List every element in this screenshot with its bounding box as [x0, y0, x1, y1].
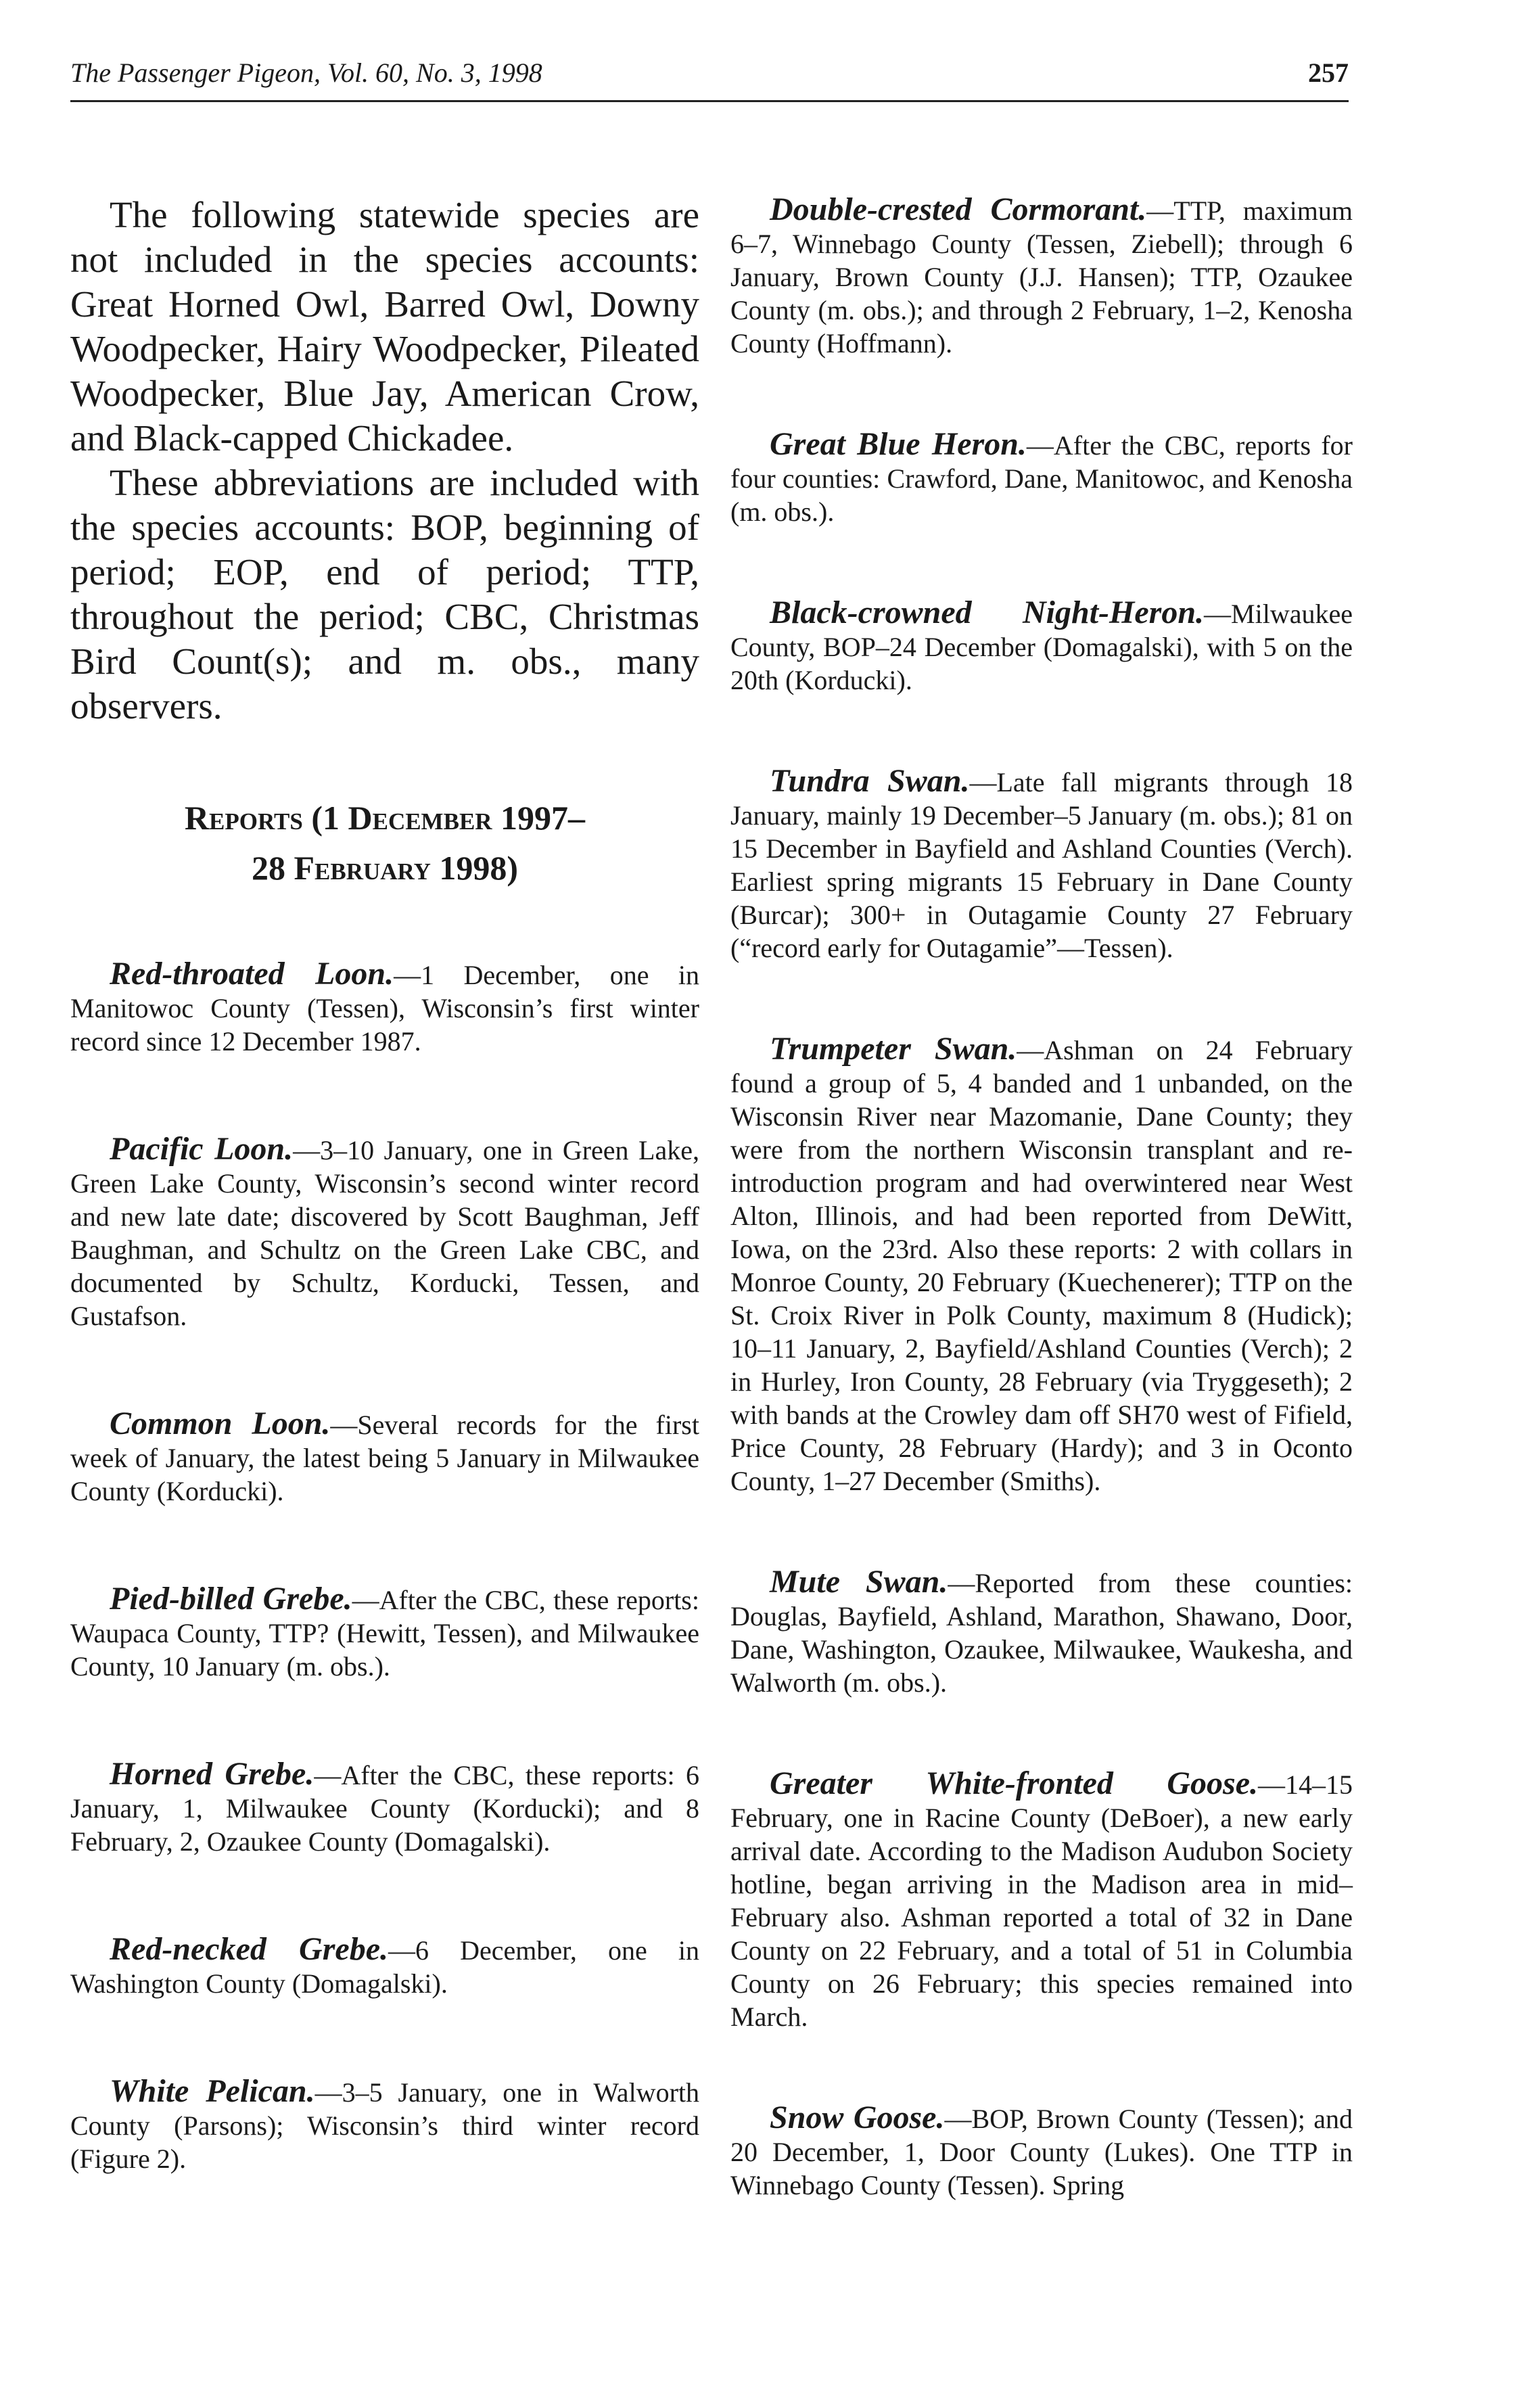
- species-entry: [70, 1407, 699, 1508]
- species-name: White Pelican.: [110, 2073, 315, 2109]
- species-text: —Several records for the first week of January, the latest being 5 January in Milwaukee County (Korducki).: [70, 1410, 699, 1506]
- species-text: —After the CBC, reports for four counties: Crawford, Dane, Manitowoc, and Kenosha (m. obs.).: [730, 430, 1353, 527]
- species-text: —BOP, Brown County (Tessen); and 20 December, 1, Door County (Lukes). One TTP in Winnebago County (Tessen). Spring: [730, 2104, 1353, 2200]
- species-text: —3–10 January, one in Green Lake, Green Lake County, Wisconsin’s second winter record and new late date; discovered by Scott Baughman, Jeff Baughman, and Schultz on the Green Lake CBC, and documented by Schultz, Korducki, Tessen, and Gustafson.: [70, 1135, 699, 1331]
- species-text: —After the CBC, these reports: Waupaca County, TTP? (Hewitt, Tessen), and Milwaukee County, 10 January (m. obs.).: [70, 1585, 699, 1682]
- species-name: Greater White-fronted Goose.: [770, 1765, 1258, 1801]
- species-entry: [730, 2101, 1353, 2202]
- page-number: 257: [1308, 57, 1349, 88]
- species-entry: [730, 1565, 1353, 1699]
- section-heading-line: 28 February 1998): [251, 849, 519, 887]
- species-name: Pied-billed Grebe.: [110, 1581, 352, 1617]
- species-name: Black-crowned Night-Heron.: [770, 595, 1205, 630]
- species-entry: [70, 1132, 699, 1333]
- species-name: Great Blue Heron.: [770, 426, 1027, 462]
- species-entry: [70, 2075, 699, 2175]
- species-name: Horned Grebe.: [110, 1756, 314, 1792]
- species-name: Tundra Swan.: [770, 763, 970, 799]
- species-text: —1 December, one in Manitowoc County (Tessen), Wisconsin’s first winter record since 12 December 1987.: [70, 960, 699, 1057]
- journal-title: The Passenger Pigeon, Vol. 60, No. 3, 1998: [70, 57, 542, 88]
- section-heading: [70, 793, 699, 893]
- intro-paragraph: The following statewide species are not included in the species accounts: Great Horned Owl, Barred Owl, Downy Woodpecker, Hairy Woodpecker, Pileated Woodpecker, Blue Jay, American Crow, and Black-capped Chickadee.: [70, 194, 699, 459]
- intro-text: [70, 193, 699, 728]
- species-text: —14–15 February, one in Racine County (DeBoer), a new early arrival date. According to the Madison Audubon Society hotline, began arriving in the Madison area in mid–February also. Ashman reported a total of 32 in Dane County on 22 February, and a total of 51 in Columbia County on 26 February; this species remained into March.: [730, 1769, 1353, 2032]
- species-text: —Ashman on 24 February found a group of 5, 4 banded and 1 unbanded, on the Wisconsin River near Mazomanie, Dane County; they were from the northern Wisconsin transplant and re-introduction program and had overwintered near West Alton, Illinois, and had been reported from DeWitt, Iowa, on the 23rd. Also these reports: 2 with collars in Monroe County, 20 February (Kuechenerer); TTP on the St. Croix River in Polk County, maximum 8 (Hudick); 10–11 January, 2, Bayfield/Ashland Counties (Verch); 2 in Hurley, Iron County, 28 February (via Tryggeseth); 2 with bands at the Crowley dam off SH70 west of Fifield, Price County, 28 February (Hardy); and 3 in Oconto County, 1–27 December (Smiths).: [730, 1035, 1353, 1496]
- species-name: Red-necked Grebe.: [110, 1931, 388, 1967]
- species-entry: [70, 1582, 699, 1683]
- section-heading-line: Reports (1 December 1997–: [184, 799, 586, 837]
- species-name: Mute Swan.: [770, 1564, 948, 1600]
- species-entry: [730, 764, 1353, 965]
- species-entry: [730, 427, 1353, 528]
- species-text: —Reported from these counties: Douglas, Bayfield, Ashland, Marathon, Shawano, Door, Dane, Washington, Ozaukee, Milwaukee, Waukesha, and Walworth (m. obs.).: [730, 1568, 1353, 1698]
- left-column: [70, 193, 699, 2250]
- species-entry: [730, 1767, 1353, 2033]
- species-entry: [730, 1032, 1353, 1498]
- running-head: [70, 53, 1349, 102]
- species-name: Common Loon.: [110, 1406, 331, 1441]
- species-text: —Late fall migrants through 18 January, mainly 19 December–5 January (m. obs.); 81 on 15 December in Bayfield and Ashland Counties (Verch). Earliest spring migrants 15 February in Dane County (Burcar); 300+ in Outagamie County 27 February (“record early for Outagamie”—Tessen).: [730, 767, 1353, 963]
- species-text: —After the CBC, these reports: 6 January, 1, Milwaukee County (Korducki); and 8 February, 2, Ozaukee County (Domagalski).: [70, 1760, 699, 1857]
- species-entry: [70, 1932, 699, 2000]
- species-name: Trumpeter Swan.: [770, 1031, 1017, 1067]
- species-entry: [70, 957, 699, 1058]
- species-name: Double-crested Cormorant.: [770, 191, 1147, 227]
- species-text: —Milwaukee County, BOP–24 December (Domagalski), with 5 on the 20th (Korducki).: [730, 599, 1353, 695]
- intro-paragraph: These abbreviations are included with the species accounts: BOP, beginning of period; EOP, end of period; TTP, throughout the period; CBC, Christmas Bird Count(s); and m. obs., many observers.: [70, 462, 699, 726]
- species-name: Red-throated Loon.: [110, 956, 394, 992]
- species-text: —TTP, maximum 6–7, Winnebago County (Tessen, Ziebell); through 6 January, Brown County (J.J. Hansen); TTP, Ozaukee County (m. obs.); and through 2 February, 1–2, Kenosha County (Hoffmann).: [730, 195, 1353, 358]
- species-entry: [730, 193, 1353, 360]
- species-text: —6 December, one in Washington County (Domagalski).: [70, 1935, 699, 1999]
- right-column: [730, 193, 1353, 2269]
- species-entry: [70, 1757, 699, 1858]
- species-entry: [730, 596, 1353, 697]
- species-text: —3–5 January, one in Walworth County (Parsons); Wisconsin’s third winter record (Figure 2).: [70, 2077, 699, 2174]
- species-name: Pacific Loon.: [110, 1131, 294, 1167]
- species-name: Snow Goose.: [770, 2100, 945, 2135]
